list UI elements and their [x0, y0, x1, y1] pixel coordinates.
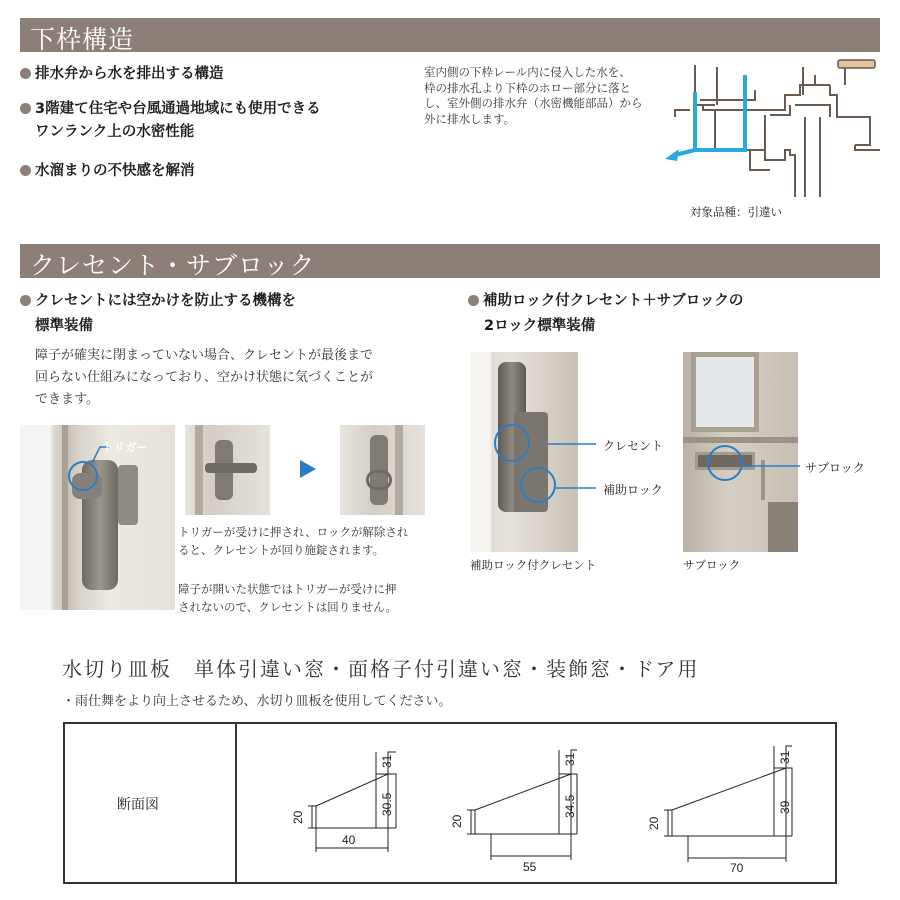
bullet-dot-icon — [20, 103, 31, 114]
dim-height-right: 39 — [778, 800, 792, 814]
crescent-heading: クレセントには空かけを防止する機構を — [20, 290, 296, 312]
crescent-heading-continuation: 標準装備 — [35, 318, 93, 334]
dim-height-right: 34.5 — [563, 794, 577, 818]
sill-plate-title: 水切り皿板 単体引違い窓・面格子付引違い窓・装飾窓・ドア用 — [62, 657, 700, 681]
dim-height-left: 20 — [450, 814, 464, 828]
arrow-right-icon — [298, 458, 318, 480]
dim-depth: 70 — [730, 861, 744, 875]
crescent-after-photo — [340, 425, 425, 515]
water-flow-arrow-icon — [675, 75, 745, 155]
aux-lock-label: 補助ロック — [603, 483, 663, 497]
open-state-caption: 障子が開いた状態ではトリガーが受けに押 されないので、クレセントは回りません。 — [178, 582, 397, 614]
aux-lock-crescent-caption: 補助ロック付クレセント — [470, 558, 597, 572]
sublock-caption: サブロック — [683, 558, 741, 572]
sublock-label: サブロック — [805, 461, 865, 475]
crescent-description: 障子が確実に閉まっていない場合、クレセントが最後まで 回らない仕組みになっており、空かけ状態に気づくことが できます。 — [35, 348, 374, 407]
sublock-callout-circle — [707, 445, 743, 481]
cross-section-label: 断面図 — [117, 797, 159, 813]
bullet-dot-icon — [20, 295, 31, 306]
two-lock-heading: 補助ロック付クレセント＋サブロックの — [468, 290, 743, 312]
sill-plate-note: ・雨仕舞をより向上させるため、水切り皿板を使用してください。 — [62, 694, 452, 709]
crescent-label: クレセント — [603, 439, 664, 453]
trigger-label: トリガー — [102, 440, 148, 454]
sill-profile-70 — [630, 744, 800, 879]
bullet-item: 3階建て住宅や台風通過地域にも使用できる — [20, 98, 321, 120]
two-lock-heading-continuation: 2ロック標準装備 — [484, 318, 596, 334]
bullet-item: 水溜まりの不快感を解消 — [20, 160, 195, 182]
bullet-item-continuation: ワンランク上の水密性能 — [35, 124, 195, 140]
bullet-dot-icon — [468, 295, 479, 306]
trigger-caption: トリガーが受けに押され、ロックが解除され ると、クレセントが回り施錠されます。 — [178, 525, 409, 557]
weather-strip-icon — [838, 60, 875, 68]
callout-leader-lines — [548, 436, 598, 496]
dim-depth: 40 — [342, 833, 356, 847]
sill-profile-40 — [278, 744, 418, 869]
bullet-dot-icon — [20, 68, 31, 79]
bullet-item: 排水弁から水を排出する構造 — [20, 63, 224, 85]
dim-top: 31 — [380, 754, 394, 768]
dim-depth: 55 — [523, 860, 537, 874]
table-divider — [235, 724, 237, 882]
section-header-crescent — [20, 244, 880, 278]
dim-height-right: 30.5 — [380, 792, 394, 816]
sill-cross-section-diagram — [655, 55, 885, 205]
sublock-leader-line — [742, 463, 802, 469]
dim-top: 31 — [563, 752, 577, 766]
drainage-description: 室内側の下枠レール内に侵入した水を、 枠の排水孔より下枠のホロー部分に落と し、室外側の排水弁（水密機能部品）から 外に排水します。 — [424, 65, 643, 126]
dim-height-left: 20 — [291, 810, 305, 824]
section-title: 下枠構造 — [30, 25, 135, 54]
dim-height-left: 20 — [647, 816, 661, 830]
bullet-dot-icon — [20, 165, 31, 176]
sill-profile-55 — [443, 744, 593, 879]
crescent-before-photo — [185, 425, 270, 515]
crescent-trigger-photo — [20, 425, 175, 610]
sublock-photo — [683, 352, 798, 552]
dim-top: 31 — [778, 750, 792, 764]
section-title: クレセント・サブロック — [30, 251, 316, 280]
section-header-frame-structure — [20, 18, 880, 52]
target-product-note: 対象品種：引違い — [690, 205, 782, 219]
cross-section-table — [63, 722, 837, 884]
crescent-callout-circle — [494, 424, 530, 462]
